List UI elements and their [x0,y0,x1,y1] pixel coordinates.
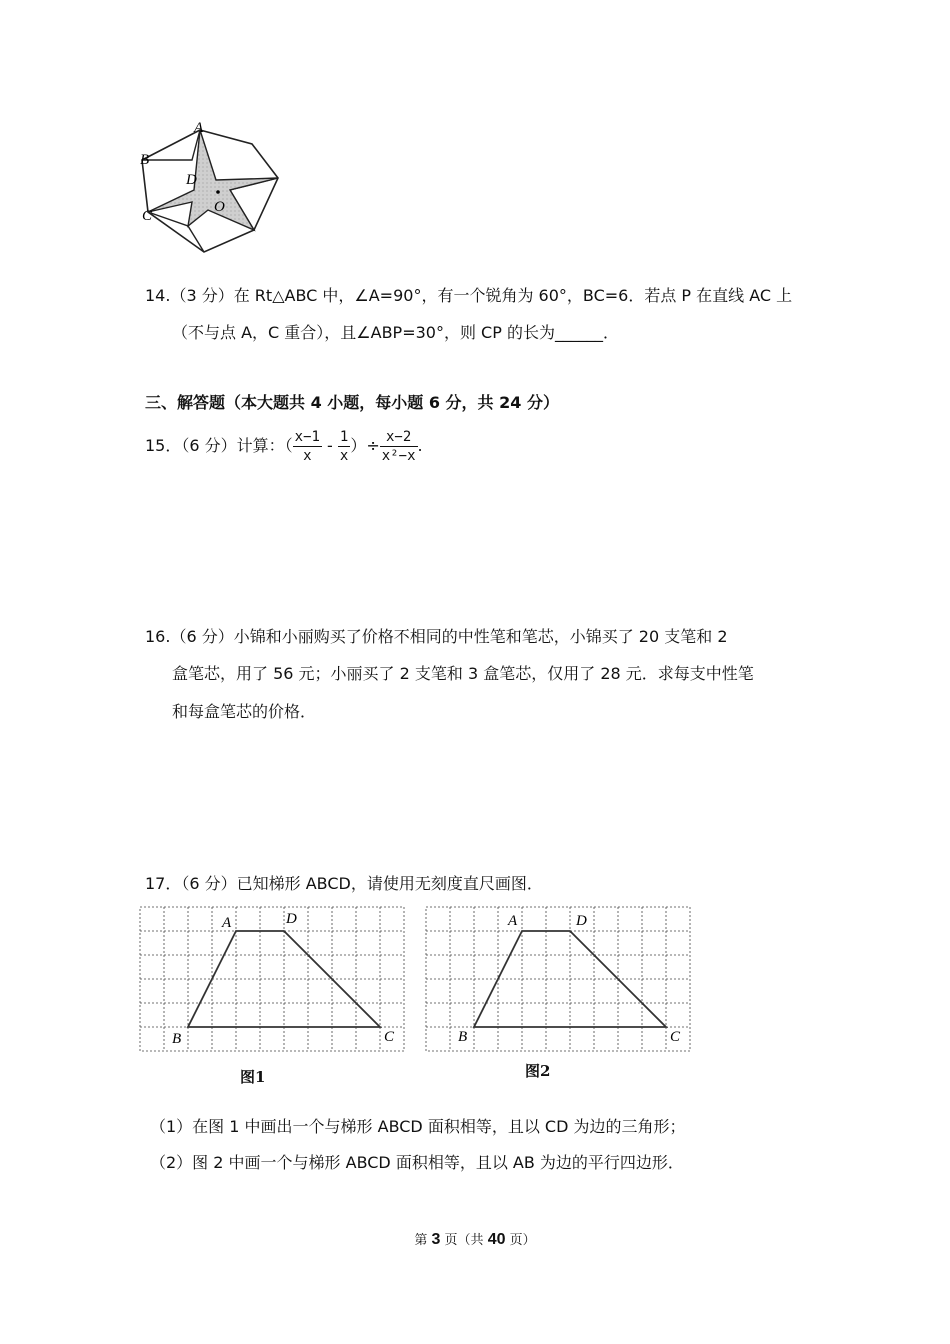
fig2-label-A: A [508,913,518,929]
open-paren: （ [284,436,293,455]
close-paren: ） [350,436,367,455]
q16-line2: 盒笔芯，用了 56 元；小丽买了 2 支笔和 3 盒笔芯，仅用了 28 元．求每支中性笔 [172,664,754,683]
center-point [216,190,220,194]
q17-figure-2 [424,905,694,1055]
figure-1-caption: 图1 [240,1068,266,1086]
fraction-2-denominator: x [339,448,349,464]
fraction-1-numerator: x−1 [294,429,320,445]
q17-figure-1 [138,905,408,1055]
label-B: B [140,152,150,168]
q15-expression [145,428,423,465]
fig2-label-B: B [458,1029,468,1045]
fraction-1 [293,428,322,465]
minus-sign: - [327,436,333,455]
footer-page-number: 3 [431,1231,441,1248]
hexagon-star-figure [130,118,290,258]
q14-line1: 14.（3 分）在 Rt△ABC 中，∠A=90°，有一个锐角为 60°，BC=6．若点 P 在直线 AC 上 [145,286,793,305]
fig2-label-C: C [670,1029,681,1045]
label-D: D [186,172,197,188]
footer-middle: 页（共 [440,1233,488,1248]
q16-line1: 16.（6 分）小锦和小丽购买了价格不相同的中性笔和笔芯，小锦买了 20 支笔和 2 [145,627,728,646]
q17-stem: 17．（6 分）已知梯形 ABCD，请使用无刻度直尺画图． [145,874,543,893]
shaded-star [148,130,278,230]
grid-1 [140,907,404,1051]
q16-line3: 和每盒笔芯的价格． [172,702,317,721]
fraction-3-denominator: x²−x [381,448,416,464]
fraction-3-numerator: x−2 [380,428,418,447]
fraction-1-denominator: x [303,448,312,464]
footer-prefix: 第 [414,1233,432,1248]
footer-total-pages: 40 [487,1231,506,1248]
label-O: O [214,199,225,215]
fig1-label-B: B [172,1031,182,1047]
q17-part2: （2）图 2 中画一个与梯形 ABCD 面积相等，且以 AB 为边的平行四边形． [150,1153,684,1172]
fraction-2 [338,428,350,465]
q14-line2: （不与点 A，C 重合），且∠ABP=30°，则 CP 的长为______． [172,323,619,342]
fraction-3 [380,428,418,465]
fraction-2-numerator: 1 [339,429,349,445]
label-C: C [142,208,153,224]
q17-part1: （1）在图 1 中画出一个与梯形 ABCD 面积相等，且以 CD 为边的三角形； [150,1117,686,1136]
fig1-label-C: C [384,1029,395,1045]
fig1-label-D: D [286,911,297,927]
divide-sign: ÷ [366,436,380,455]
footer-suffix: 页） [505,1233,536,1248]
page-footer [0,1229,950,1249]
q15-end: . [417,436,423,455]
fig2-label-D: D [576,913,587,929]
label-A: A [194,120,204,136]
fig1-label-A: A [222,915,232,931]
section-heading: 三、解答题（本大题共 4 小题，每小题 6 分，共 24 分） [145,393,559,412]
q15-prefix: 15．（6 分）计算： [145,436,285,455]
figure-2-caption: 图2 [525,1062,551,1080]
